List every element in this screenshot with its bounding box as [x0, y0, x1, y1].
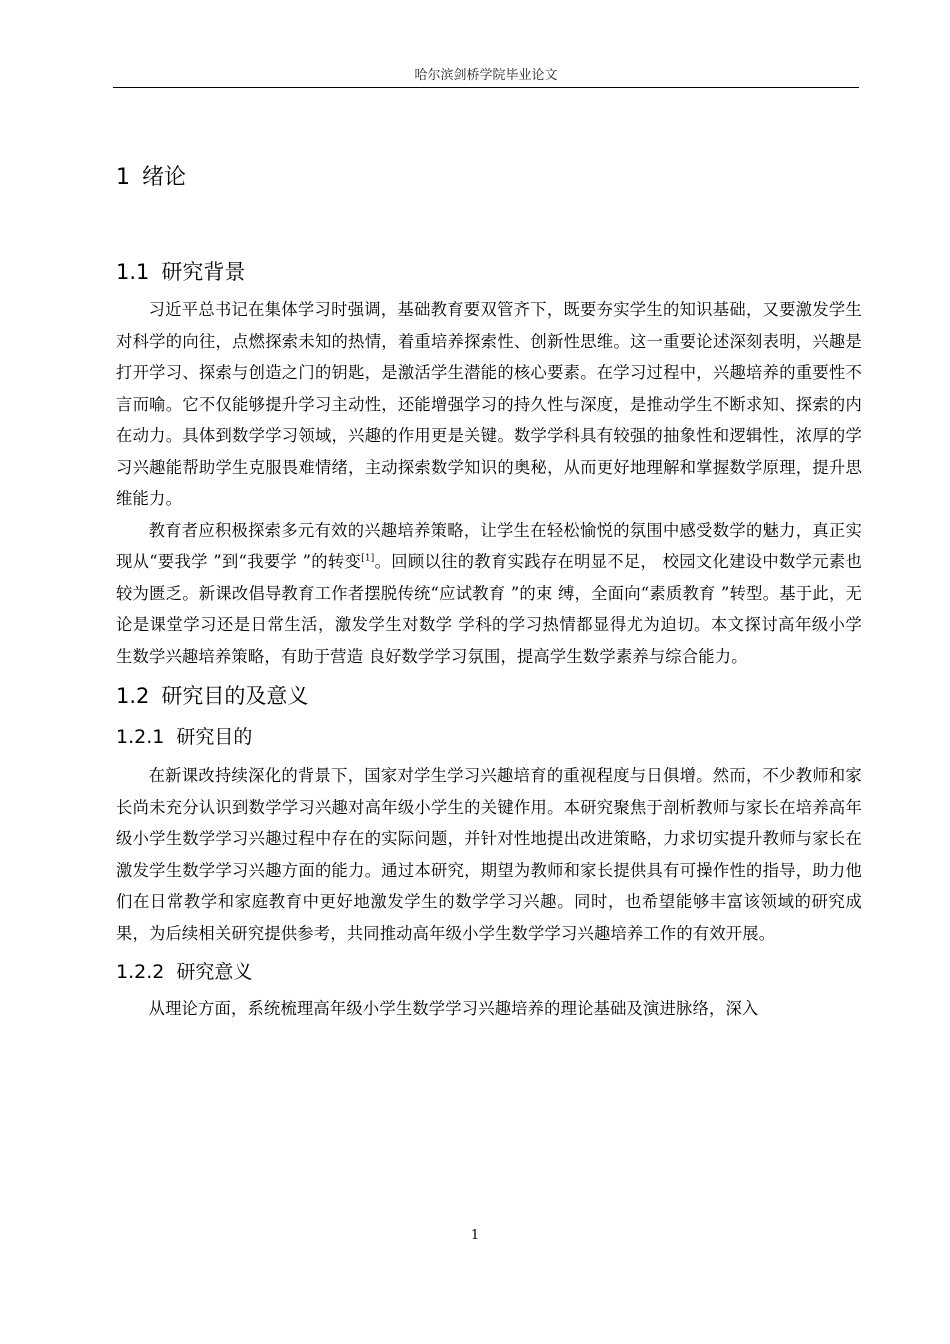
chapter-number: 1: [116, 165, 130, 190]
body-paragraph: 在新课改持续深化的背景下，国家对学生学习兴趣培育的重视程度与日俱增。然而，不少教师和家长尚未充分认识到数学学习兴趣对高年级小学生的关键作用。本研究聚焦于剖析教师与家长在培养高年级小学生数学学习兴趣过程中存在的实际问题，并针对性地提出改进策略，力求切实提升教师与家长在激发学生数学学习兴趣方面的能力。通过本研究，期望为教师和家长提供具有可操作性的指导，助力他们在日常教学和家庭教育中更好地激发学生的数学学习兴趣。同时，也希望能够丰富该领域的研究成果，为后续相关研究提供参考，共同推动高年级小学生数学学习兴趣培养工作的有效开展。: [116, 766, 862, 943]
subsection-title: 研究意义: [176, 961, 253, 983]
section-heading-1-1: [116, 252, 862, 292]
section-title: 研究目的及意义: [161, 684, 309, 708]
section-number: 1.1: [116, 260, 150, 284]
section-number: 1.2: [116, 684, 150, 708]
header-divider: [113, 87, 859, 88]
running-header: 哈尔滨剑桥学院毕业论文: [414, 68, 558, 83]
paragraph-text: 教育者应积极探索多元有效的兴趣培养策略，让学生在轻松愉悦的氛围中感受数学的魅力，真正实现从“要我学 ”到“我要学 ”的转变: [116, 520, 862, 571]
subsection-heading-1-2-1: [116, 718, 862, 756]
paragraph-text: 。回顾以往的教育实践存在明显不足， 校园文化建设中数学元素也较为匮乏。新课改倡导教育工作者摆脱传统“应试教育 ”的束 缚，全面向“素质教育 ”转型。基于此，无论是课堂学习还是日常生活，激发学生对数学 学科的学习热情都显得尤为迫切。本文探讨高年级小学生数学兴趣培养策略，有助于营造 良好数学学习氛围，提高学生数学素养与综合能力。: [116, 552, 862, 666]
subsection-number: 1.2.1: [116, 726, 165, 748]
section-heading-1-2: [116, 676, 862, 716]
body-paragraph-with-citation: [116, 515, 862, 673]
citation-ref[interactable]: [1]: [361, 553, 375, 564]
chapter-heading: [116, 160, 862, 196]
page-number: 1: [470, 1228, 480, 1243]
subsection-number: 1.2.2: [116, 961, 165, 983]
chapter-title: 绪论: [142, 165, 187, 190]
page-body: [116, 160, 862, 1025]
body-paragraph: 习近平总书记在集体学习时强调，基础教育要双管齐下，既要夯实学生的知识基础，又要激发学生对科学的向往，点燃探索未知的热情，着重培养探索性、创新性思维。这一重要论述深刻表明，兴趣是打开学习、探索与创造之门的钥匙，是激活学生潜能的核心要素。在学习过程中，兴趣培养的重要性不言而喻。它不仅能够提升学习主动性，还能增强学习的持久性与深度，是推动学生不断求知、探索的内在动力。具体到数学学习领域，兴趣的作用更是关键。数学学科具有较强的抽象性和逻辑性，浓厚的学习兴趣能帮助学生克服畏难情绪，主动探索数学知识的奥秘，从而更好地理解和掌握数学原理，提升思维能力。: [116, 300, 862, 508]
subsection-heading-1-2-2: [116, 953, 862, 991]
section-title: 研究背景: [161, 260, 246, 284]
subsection-title: 研究目的: [176, 726, 253, 748]
body-paragraph: 从理论方面，系统梳理高年级小学生数学学习兴趣培养的理论基础及演进脉络，深入: [148, 999, 759, 1018]
